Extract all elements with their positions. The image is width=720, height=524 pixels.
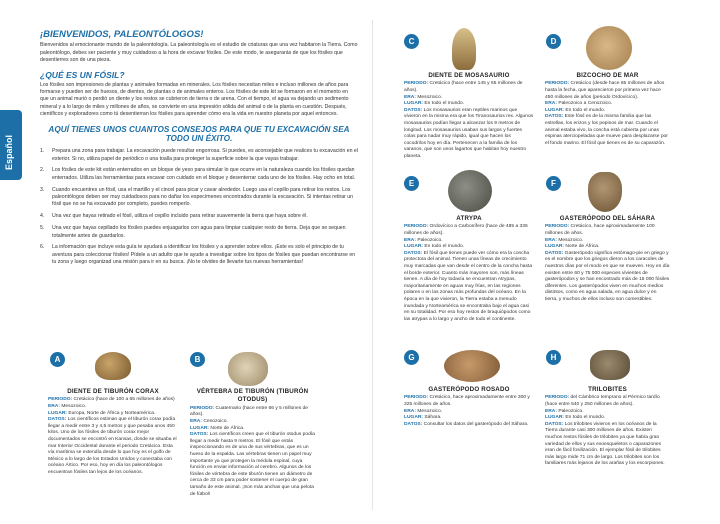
- place-label: LUGAR:: [404, 244, 424, 250]
- era-value: Paleozoico.: [558, 408, 584, 414]
- fossil-definition-text: Los fósiles son impresiones de plantas y animales formadas en minerales. Los fósiles necesitan miles e incluso millones de años para formarse y pueden ser de huesos, de dientes, de plantas o de animales enteros. Los fósiles de este kit se formaron en el momento en que un animal murió o perdió un diente y los restos se cubrieron de tierra o de arena. Con el tiempo, el agua va dejando un sedimento mineral y a lo largo de miles y millones de años, se convierte en una impresión sólida del animal o de la planta en cuestión. Después, científicos y exploradores como tú desentierran los fósiles para aprender cómo era la vida en nuestro planeta por aquel entonces.: [40, 81, 349, 118]
- tip-text: Una vez que hayas cepillado los fósiles puedes enjuagarlos con agua para limpiar cualquier resto de tierra. Deja que se sequen totalmente antes de guardarlos.: [52, 225, 346, 239]
- fossil-letter-badge: E: [404, 176, 419, 191]
- place-value: Norte de África.: [565, 244, 600, 250]
- era-label: ERA:: [545, 237, 557, 243]
- data-value: El fósil que tienes puede ver cómo era la concha protectora del animal. Tienen unas líneas de crecimiento muy marcadas que van desde el centro de la concha hasta el borde exterior. Cuanto más mayores son, más líneas tienen. A día de hoy todavía se encuentran Atrypas, mayoritariamente en aguas muy frías, en las regiones polares o en las zonas más profundas del océano. En la época en la que vivieron, la Tierra estaba a menudo inundada y Norteamérica se encontraba bajo el agua casi en su totalidad. Por eso hoy restos de braquiópodos como las atrypas a lo largo y ancho de todo el continente.: [404, 250, 533, 322]
- fossil-card-a: [48, 388, 178, 477]
- data-label: DATOS:: [190, 432, 209, 438]
- place-label: LUGAR:: [545, 415, 565, 421]
- era-value: Paleozoico a Cenozoico.: [558, 101, 613, 107]
- fossil-letter-badge: A: [50, 352, 65, 367]
- mosasaur-tooth-image: [452, 28, 476, 70]
- shark-vertebra-image: [228, 352, 268, 386]
- fossil-title: GASTERÓPODO DEL SÁHARA: [559, 215, 656, 222]
- era-label: ERA:: [404, 408, 416, 414]
- language-tab: [0, 110, 22, 180]
- era-value: Paleozoico.: [417, 237, 443, 243]
- era-label: ERA:: [48, 403, 60, 409]
- era-label: ERA:: [545, 101, 557, 107]
- tip-text: La información que incluye esta guía te ayudará a identificar los fósiles y a aprender sobre ellos. ¡Este es solo el principio de tu aventura para coleccionar fósiles! Pídele a un adulto que te ayude a investigar sobre los tipos de fósiles que puedan encontrarse en tu zona y luego organizad una misión para ir en su busca. ¡No te olvides de llevarte tus nuevas herramientas!: [52, 244, 356, 266]
- place-label: LUGAR:: [48, 410, 68, 416]
- fossil-title: BIZCOCHO DE MAR: [576, 72, 639, 79]
- fossil-card-d: [545, 72, 670, 147]
- period-value: Ordovícico a Carbonífero (hace de 485 a 336 millones de años).: [404, 224, 528, 236]
- shark-tooth-image: [95, 352, 131, 380]
- data-label: DATOS:: [545, 421, 564, 427]
- period-value: Cretácico (hace entre 145 y 65 millones de años).: [404, 81, 523, 93]
- period-value: Cretácico (hace de 100 a 65 millones de años): [73, 397, 175, 403]
- data-label: DATOS:: [404, 107, 423, 113]
- welcome-text: Bienvenidos al emocionante mundo de la paleontología. La paleontología es el estudio de criaturas que una vez habitaron la Tierra. Como paleontólogo, debes ser paciente y muy cuidadoso a la hora de excavar fósiles. De este modo, te asegurarás de que los fósiles que desentierres son de una pieza.: [40, 42, 358, 64]
- era-label: ERA:: [190, 418, 202, 424]
- data-label: DATOS:: [404, 250, 423, 256]
- fossil-letter-badge: F: [546, 176, 561, 191]
- atrypa-image: [448, 170, 492, 212]
- place-value: En todo el mundo.: [565, 415, 606, 421]
- fossil-card-g: [404, 386, 534, 428]
- tips-list: [40, 148, 358, 266]
- period-value: Cuaternario (hace entre 66 y 5 millones de años).: [190, 405, 308, 418]
- period-label: PERIODO:: [404, 81, 429, 87]
- data-value: Los científicos estiman que el tiburón corax podía llegar a medir entre 3 y 4,5 metros y que pesaba unos 450 kilos. Uno de los fósiles de tiburón corax mejor documentados se encontró en Kansas, donde se situaba el mar Interior Occidental durante el periodo Cretácico. Esta vía marítima se extendía desde lo que hoy es el golfo de México a lo largo de los Estados Unidos y conectaba con océano Ártico. Por eso, hoy en día los paleontólogos encuentran fósiles tan lejos de los océanos.: [48, 417, 177, 476]
- data-value: Los científicos creen que el tiburón otodus podía llegar a medir hasta 9 metros. El fósil que estás inspeccionando es de una de sus vértebras, que es un hueso de la espalda. Las vértebras tienen un papel muy importante ya que protegen la médula espinal, cuya función es enviar información al cerebro. Algunos de los fósiles de vértebra de este tiburón tienen un diámetro de cerca de 33 cm para poder sostener el cuerpo de gran tamaño de este animal. ¡Son más anchas que una pelota de fútbol!: [190, 432, 315, 497]
- fossil-card-b: [190, 388, 315, 498]
- data-label: DATOS:: [545, 114, 564, 120]
- place-value: En todo el mundo.: [424, 101, 465, 107]
- tip-text: Los fósiles de este kit están enterrados en un bloque de yeso para simular lo que ocurre en la naturaleza cuando los fósiles quedan enterrados. Utiliza las herramientas para excavar con cuidado en el bloque y desenterrar cada uno de los fósiles. Hay ocho en total.: [52, 167, 356, 181]
- tips-title: AQUÍ TIENES UNOS CUANTOS CONSEJOS PARA QUE TU EXCAVACIÓN SEA TODO UN ÉXITO.: [48, 124, 350, 144]
- period-label: PERIODO:: [48, 397, 73, 403]
- tip-item: [40, 244, 358, 266]
- era-value: Mesozoico.: [417, 408, 443, 414]
- tip-text: Cuando encuentres un fósil, usa el martillo y el cincel para picar y cavar alrededor. Luego usa el cepillo para retirar los restos. Los paleontólogos deben ser muy cuidadosos para no dañar los especímenes encontrados durante la excavación. Si intentas retirar un fósil que no se ha excavado por completo, puedes romperlo.: [52, 186, 354, 208]
- fossil-card-h: [545, 386, 670, 468]
- data-value: Los trilobites vivieron en los océanos de la Tierra durante casi 300 millones de años. Existen muchos restos fósiles de trilobites ya que había gran variedad de ellos y sus exoesqueletos o caparazones eran de fácil fosilización. El ejemplar fósil de trilobites más largo mide 71 cm de largo. Los trilobites son los familiares más lejanos de los arañas y los escorpiones.: [545, 421, 665, 467]
- place-value: Sáhara.: [424, 415, 442, 421]
- place-label: LUGAR:: [545, 107, 565, 113]
- place-label: LUGAR:: [404, 101, 424, 107]
- welcome-title: ¡BIENVENIDOS, PALEONTÓLOGOS!: [40, 29, 204, 40]
- fossil-title: TRILOBITES: [588, 386, 627, 393]
- era-value: Mesozoico.: [558, 237, 584, 243]
- fossil-title: VÉRTEBRA DE TIBURÓN (TIBURÓN OTODUS): [196, 388, 309, 404]
- tip-item: [40, 148, 358, 163]
- place-value: En todo el mundo.: [424, 244, 465, 250]
- place-value: En todo el mundo.: [565, 107, 606, 113]
- era-value: Mesozoico.: [417, 94, 443, 100]
- data-label: DATOS:: [545, 250, 564, 256]
- fossil-definition-title: ¿QUÉ ES UN FÓSIL?: [40, 69, 125, 80]
- data-label: DATOS:: [48, 417, 67, 423]
- tip-number: 1.: [40, 148, 45, 155]
- rose-gastropod-image: [444, 350, 500, 382]
- data-value: Este fósil es de la misma familia que las estrellas, los erizos y los pepinos de mar. Cuando el animal estaba vivo, la concha está cubierta por unas espinas aterciopeladas que mueve para desplazarse por el fondo marino. El fósil que tienes es de su caparazón.: [545, 114, 668, 146]
- era-value: Mesozoico.: [61, 403, 87, 409]
- fossil-card-f: [545, 215, 670, 304]
- period-value: Cretácico, hace aproximadamente 100 millones de años.: [545, 224, 655, 236]
- period-label: PERIODO:: [404, 395, 429, 401]
- data-value: Los mosasaurios eran reptiles marinos que vivieron en la misma era que los Tiranosaurios rex. Algunos mosasaurios podían llegar a alcanzar los 9 metros de longitud. Los mosasaurios usaban sus largos y fuertes colas para nadar muy rápido, igual que hacen los cocodrilos hoy en día. Pertenecen a la familia de los varanos, que son unos lagartos que habitan hoy nuestro planeta.: [404, 107, 534, 160]
- tip-text: Una vez que hayas retirado el fósil, utiliza el cepillo incluido para retirar suavemente la tierra que haya sobre él.: [52, 213, 308, 220]
- place-value: Norte de África.: [210, 425, 245, 431]
- data-value: Gasterópodo significa estómago-pie en griego y es el nombre que los griegos dieron a los caracoles de nuestros días por el modo en que se mueven. Hoy en día existen entre 60 y 75 000 especies vivientes de gasterópodos y se han encontrado más de 15 000 fósiles diferentes. Los gasterópodos viven en muchos medios distintos, como en agua salada, en agua dulce y en tierra, y muchos de ellos incluso son comestibles.: [545, 250, 670, 303]
- tip-text: Prepara una zona para trabajar. La excavación puede resultar engorrosa. Si puedes, es aconsejable que realices tu excavación en el exterior. Si no, utiliza papel de periódico o una toalla para proteger la superficie sobre la que vayas trabajar.: [52, 148, 358, 162]
- tip-number: 3.: [40, 186, 45, 193]
- sahara-gastropod-image: [588, 172, 622, 212]
- sand-dollar-image: [586, 26, 632, 70]
- period-value: Cretácico (desde hace 65 millones de años hasta la fecha, que aparecieron por primera vez hace 450 millones de años (periodo Ordovícico).: [545, 81, 665, 100]
- era-label: ERA:: [404, 94, 416, 100]
- fossil-card-e: [404, 215, 534, 324]
- period-value: Cretácico, hace aproximadamente entre 300 y 325 millones de años.: [404, 395, 530, 407]
- data-value: Consultar los datos del gasterópodo del Sáhara.: [423, 421, 529, 427]
- tip-number: 2.: [40, 167, 45, 174]
- era-value: Cenozoico.: [203, 418, 228, 424]
- period-label: PERIODO:: [545, 224, 570, 230]
- tip-number: 5.: [40, 225, 45, 232]
- place-label: LUGAR:: [404, 415, 424, 421]
- period-value: del Cámbrico temprano al Pérmico tardío (hace entre 540 y 250 millones de años).: [545, 395, 660, 407]
- tip-item: [40, 213, 358, 220]
- fossil-title: ATRYPA: [456, 215, 482, 222]
- trilobite-image: [590, 350, 630, 380]
- tip-item: [40, 225, 358, 240]
- fossil-card-c: [404, 72, 534, 161]
- place-value: Europa, Norte de África y Norteamérica.: [68, 410, 156, 416]
- fossil-title: DIENTE DE TIBURÓN CORAX: [67, 388, 159, 395]
- place-label: LUGAR:: [190, 425, 210, 431]
- period-label: PERIODO:: [404, 224, 429, 230]
- era-label: ERA:: [404, 237, 416, 243]
- fossil-letter-badge: C: [404, 34, 419, 49]
- period-label: PERIODO:: [545, 395, 570, 401]
- fossil-letter-badge: D: [546, 34, 561, 49]
- tip-number: 4.: [40, 213, 45, 220]
- period-label: PERIODO:: [190, 405, 215, 411]
- intro-column: [40, 28, 358, 271]
- language-tab-label: Español: [4, 134, 14, 170]
- era-label: ERA:: [545, 408, 557, 414]
- tip-number: 6.: [40, 244, 45, 251]
- fossil-title: DIENTE DE MOSASAURIO: [428, 72, 510, 79]
- fossil-letter-badge: G: [404, 350, 419, 365]
- period-label: PERIODO:: [545, 81, 570, 87]
- fossil-letter-badge: B: [190, 352, 205, 367]
- tip-item: [40, 167, 358, 182]
- tip-item: [40, 187, 358, 209]
- place-label: LUGAR:: [545, 244, 565, 250]
- column-divider: [372, 20, 373, 510]
- fossil-title: GASTERÓPODO ROSADO: [428, 386, 510, 393]
- data-label: DATOS:: [404, 421, 423, 427]
- fossil-letter-badge: H: [546, 350, 561, 365]
